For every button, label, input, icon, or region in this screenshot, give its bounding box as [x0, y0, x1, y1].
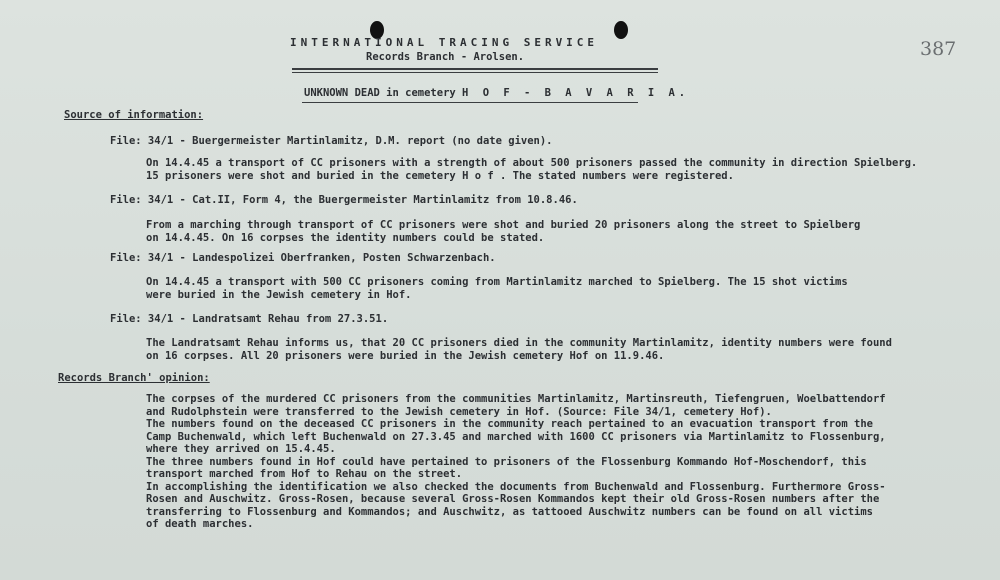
text-line: From a marching through transport of CC prisoners were shot and buried 20 prisoners along the street to Spielberg [146, 219, 861, 231]
header-rule [292, 72, 658, 73]
branch-title: Records Branch - Arolsen. [366, 51, 525, 63]
opinion-heading: Records Branch' opinion: [58, 372, 210, 384]
text-line: In accomplishing the identification we also checked the documents from Buchenwald and Flossenburg. Furthermore Gross- [146, 480, 886, 493]
text-line: Rosen and Auschwitz. Gross-Rosen, because several Gross-Rosen Kommandos kept their old Gross-Rosen numbers after the [146, 493, 880, 505]
text-line: The Landratsamt Rehau informs us, that 20 CC prisoners died in the community Martinlamitz, identity numbers were found [146, 337, 892, 349]
source-heading: Source of information: [64, 109, 204, 121]
text-line: The corpses of the murdered CC prisoners from the communities Martinlamitz, Martinsreuth, Tiefengruen, Woelbattendorf [146, 393, 886, 405]
text-line: The three numbers found in Hof could have pertained to prisoners of the Flossenburg Kommando Hof-Moschendorf, this [146, 455, 867, 468]
source-file-1: File: 34/1 - Buergermeister Martinlamitz, D.M. report (no date given). [110, 135, 553, 147]
punch-hole [614, 21, 628, 39]
text-line: and Rudolphstein were transferred to the Jewish cemetery in Hof. (Source: File 34/1, cemetery Hof). [146, 405, 772, 418]
text-line: transport marched from Hof to Rehau on the street. [146, 468, 463, 480]
source-text-2 [146, 219, 860, 245]
source-file-3: File: 34/1 - Landespolizei Oberfranken, Posten Schwarzenbach. [110, 252, 496, 264]
text-line: On 14.4.45 a transport of CC prisoners with a strength of about 500 prisoners passed the community in direction Spielberg. [146, 157, 918, 169]
source-text-1 [146, 157, 917, 183]
header-rule [292, 68, 658, 70]
text-line: were buried in the Jewish cemetery in Hof. [146, 289, 412, 301]
page-number: 387 [920, 38, 957, 60]
text-line: 15 prisoners were shot and buried in the cemetery H o f . The stated numbers were registered. [146, 170, 734, 182]
text-line: transferring to Flossenburg and Kommandos; and Auschwitz, as tattooed Auschwitz numbers can be found on all victims [146, 505, 873, 518]
source-file-2: File: 34/1 - Cat.II, Form 4, the Buergermeister Martinlamitz from 10.8.46. [110, 194, 578, 206]
subject-line [304, 87, 689, 99]
org-title: INTERNATIONAL TRACING SERVICE [290, 36, 599, 49]
text-line: where they arrived on 15.4.45. [146, 443, 336, 455]
source-text-3 [146, 276, 848, 302]
subject-prefix: UNKNOWN DEAD in cemetery [304, 87, 456, 99]
text-line: Camp Buchenwald, which left Buchenwald on 27.3.45 and marched with 1600 CC prisoners via Martinlamitz to Flossenburg, [146, 430, 886, 443]
text-line: On 14.4.45 a transport with 500 CC prisoners coming from Martinlamitz marched to Spielberg. The 15 shot victims [146, 276, 848, 288]
source-file-4: File: 34/1 - Landratsamt Rehau from 27.3.51. [110, 313, 389, 325]
text-line: The numbers found on the deceased CC prisoners in the community reach pertained to an evacuation transport from the [146, 418, 873, 430]
source-text-4 [146, 337, 892, 363]
text-line: on 16 corpses. All 20 prisoners were buried in the Jewish cemetery Hof on 11.9.46. [146, 350, 665, 362]
text-line: of death marches. [146, 518, 254, 530]
text-line: on 14.4.45. On 16 corpses the identity numbers could be stated. [146, 232, 545, 244]
opinion-text [146, 393, 886, 531]
subject-place: H O F - B A V A R I A. [462, 87, 690, 99]
subject-rule [302, 102, 638, 103]
